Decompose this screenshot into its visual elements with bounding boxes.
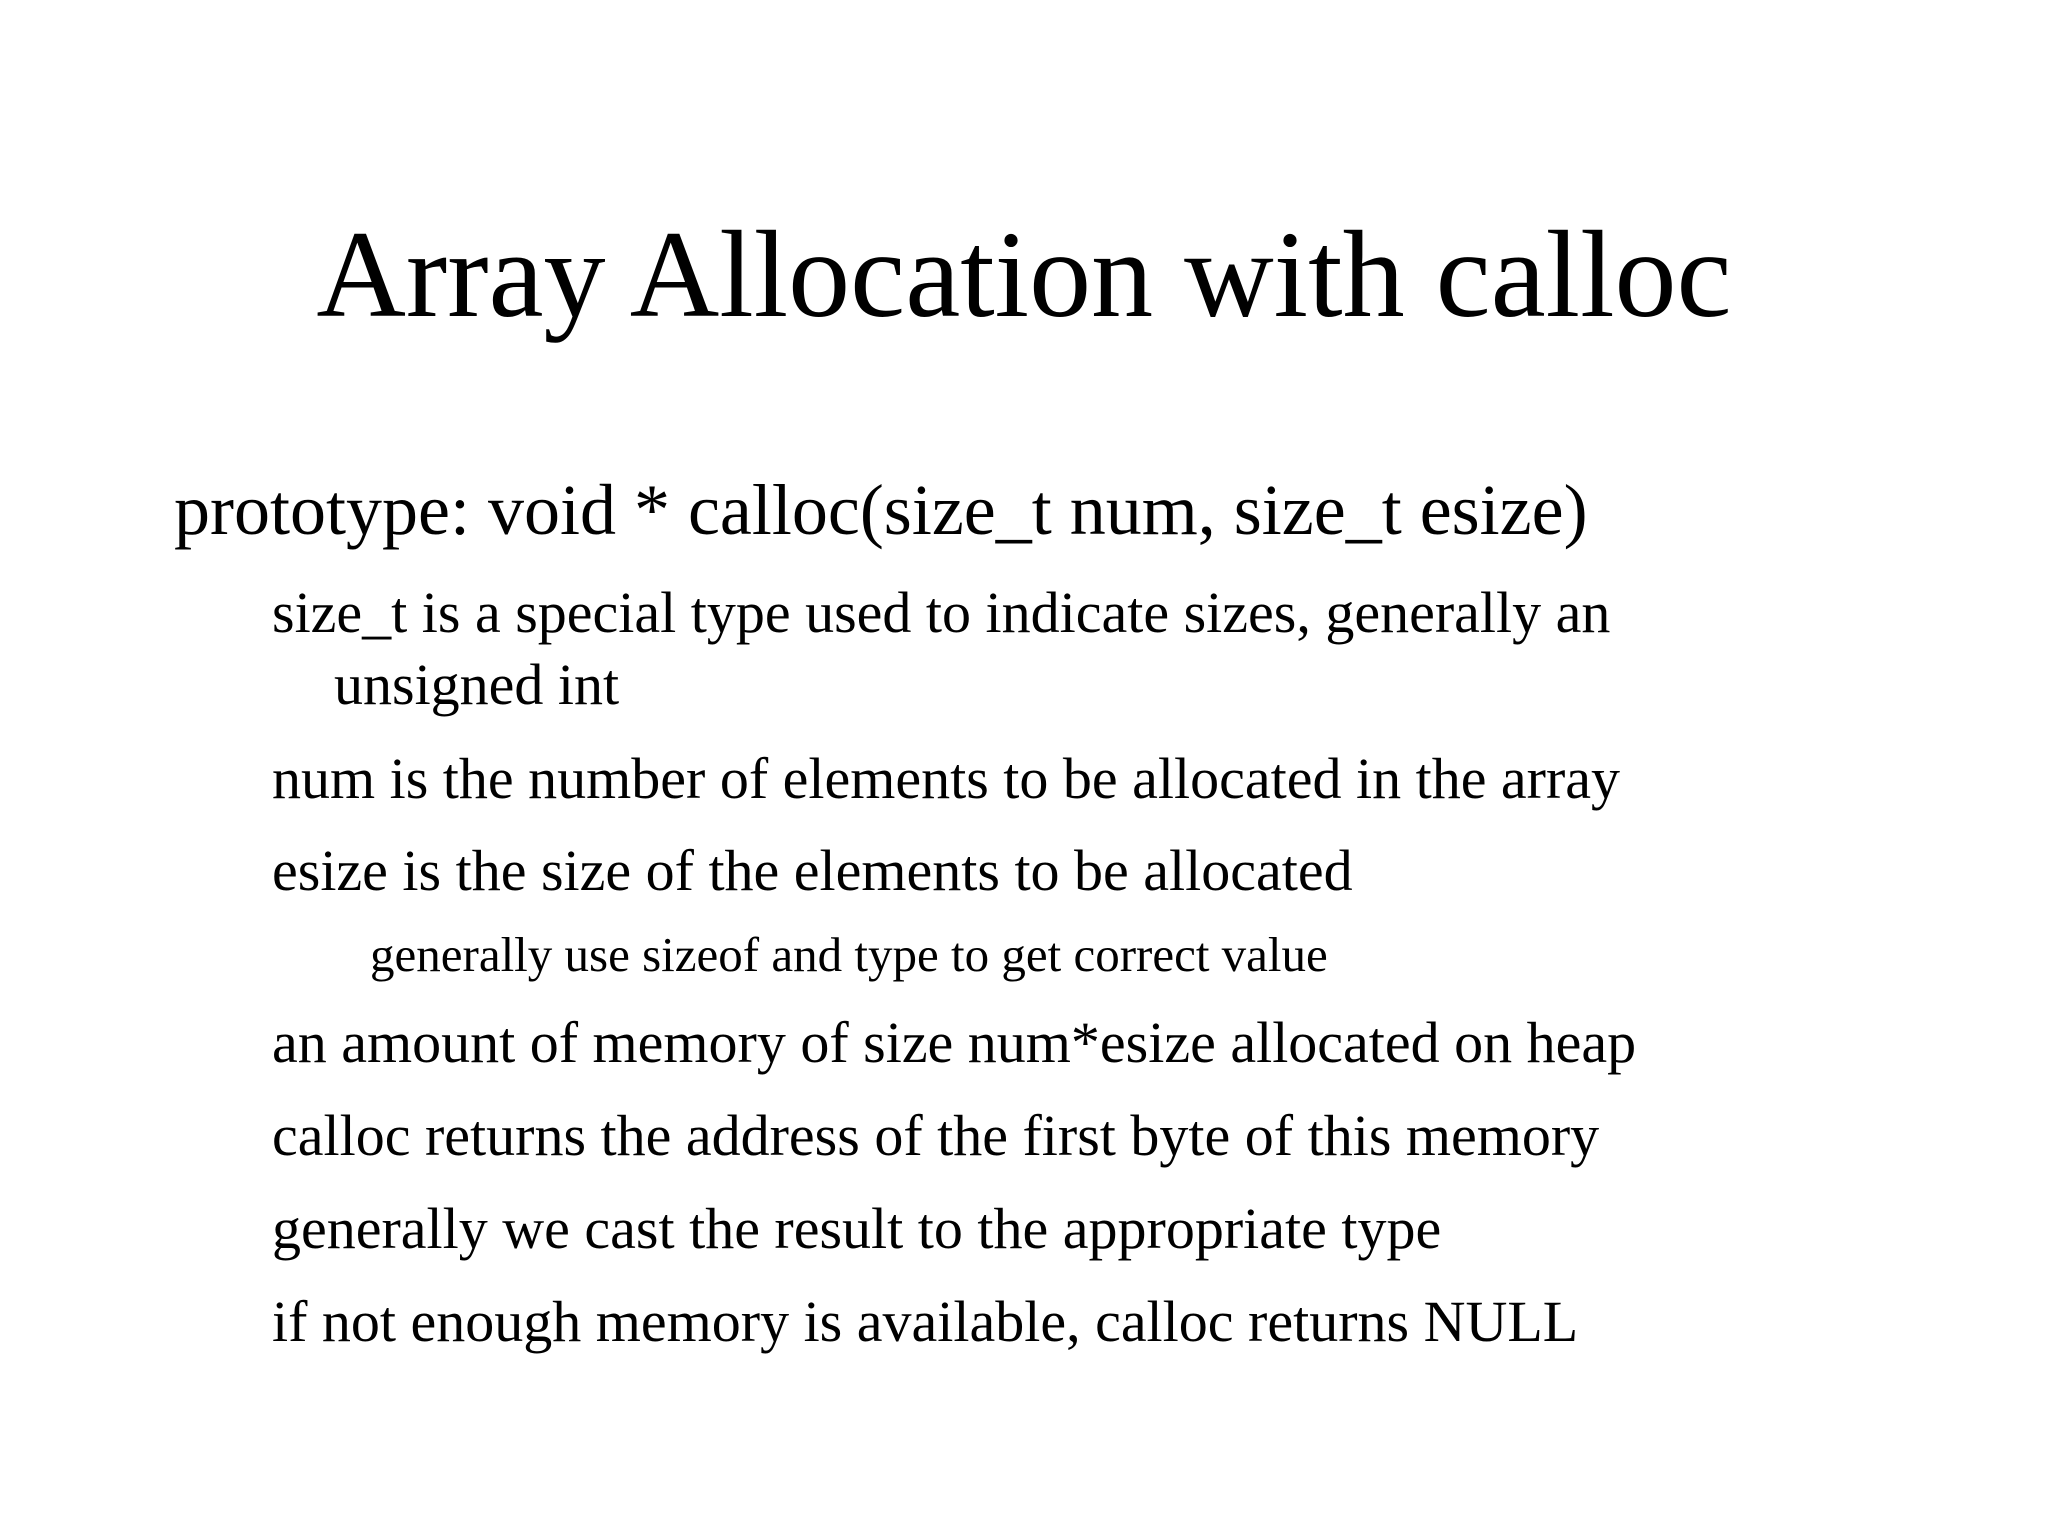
- sub-bullet-sizeof: generally use sizeof and type to get correct value: [370, 927, 1328, 982]
- prototype-line: prototype: void * calloc(size_t num, size_t esize): [174, 470, 1588, 550]
- bullet-esize: esize is the size of the elements to be allocated: [272, 838, 1353, 903]
- bullet-cast-result: generally we cast the result to the appropriate type: [272, 1196, 1442, 1261]
- slide-title: Array Allocation with calloc: [316, 206, 1732, 343]
- bullet-calloc-returns: calloc returns the address of the first byte of this memory: [272, 1103, 1600, 1168]
- bullet-size-t: size_t is a special type used to indicate sizes, generally an: [272, 580, 1611, 645]
- bullet-null-return: if not enough memory is available, calloc returns NULL: [272, 1289, 1579, 1354]
- bullet-size-t-continued: unsigned int: [334, 652, 620, 717]
- bullet-num: num is the number of elements to be allocated in the array: [272, 746, 1621, 811]
- bullet-memory-amount: an amount of memory of size num*esize allocated on heap: [272, 1010, 1637, 1075]
